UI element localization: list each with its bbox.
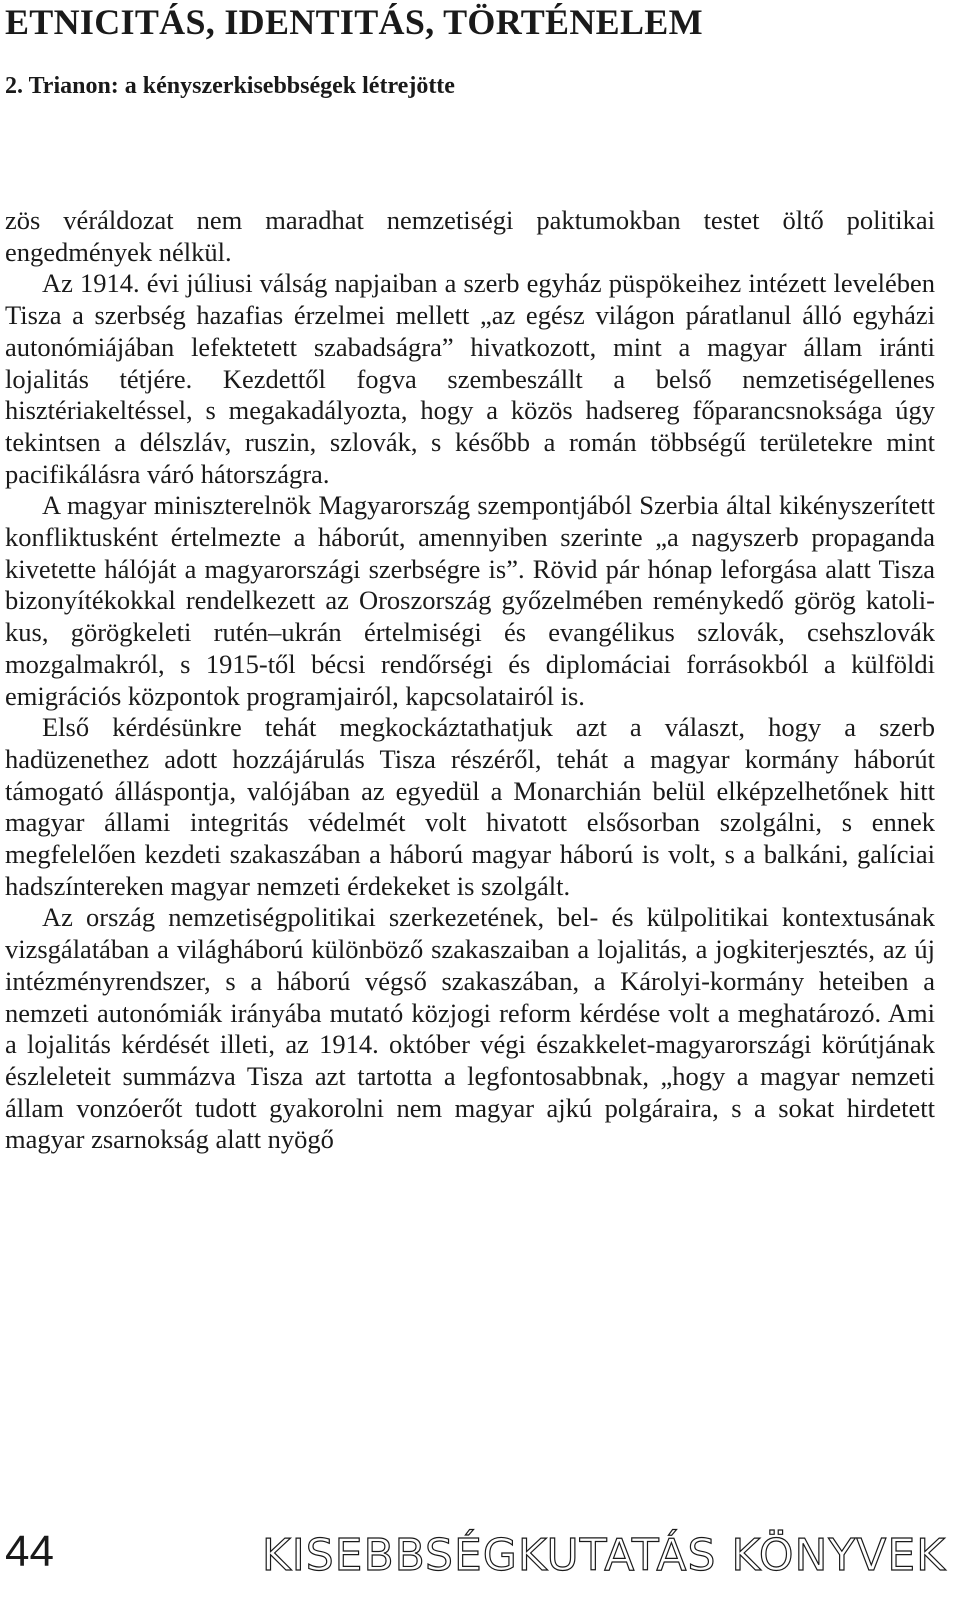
- running-header-title: ETNICITÁS, IDENTITÁS, TÖRTÉNELEM: [5, 2, 703, 42]
- paragraph-continued: zös véráldozat nem maradhat nemzetiségi paktumokban testet öltő politikai engedmények nélkül.: [5, 205, 935, 267]
- series-brand-footer: KISEBBSÉGKUTATÁS KÖNYVEK: [261, 1530, 946, 1581]
- paragraph: Az 1914. évi júliusi válság napjaiban a szerb egyház püspökeihez intézett levelében Tisza a szerbség hazafias érzelmei mellett „az egész világon páratlanul álló egyházi autonómiájában lefektetett szabadságra” hivatkozott, mint a magyar állam iránti lojalitás tétjére. Kezdettől fogva szembeszállt a belső nemzetiségellenes hisztériakeltéssel, s megakadályozta, hogy a közös hadsereg főparancsnoksága úgy tekintsen a délszláv, ruszin, szlovák, s később a román többségű területekre mint pacifikálásra váró hátországra.: [5, 268, 935, 489]
- main-text: [5, 205, 935, 1156]
- running-header-subtitle: 2. Trianon: a kényszerkisebbségek létrejötte: [5, 73, 455, 99]
- paragraph: Első kérdésünkre tehát megkockáztathatjuk azt a választ, hogy a szerb hadüzenethez adott hozzájárulás Tisza részéről, tehát a magyar kormány háborút támogató álláspontja, valójában az egyedül a Monarchián belül elképzelhetőnek hitt magyar állami integritás védelmét volt hivatott elsősorban szolgálni, s ennek megfelelően kezdeti szakaszában a háború magyar háború is volt, s a balkáni, galíciai hadszíntereken magyar nemzeti érdekeket is szolgált.: [5, 712, 935, 901]
- paragraph: Az ország nemzetiségpolitikai szerkezetének, bel- és külpolitikai kontextusának vizsgálatában a világháború különböző szakaszaiban a lojalitás, a jogkiterjesztés, az új intézményrendszer, s a háború végső szakaszában, a Károlyi-kormány heteiben a nemzeti autonómiák irányába mutató közjogi reform kérdése volt a meghatározó. Ami a lojalitás kérdését illeti, az 1914. október végi északkelet-magyarországi körútjának észleleteit summázva Tisza azt tartotta a legfontosabbnak, „hogy a magyar nemzeti állam vonzóerőt tudott gyakorolni nem magyar ajkú polgáraira, s a sokat hirdetett magyar zsarnokság alatt nyögő: [5, 902, 935, 1155]
- page-number: 44: [5, 1527, 54, 1576]
- paragraph: A magyar miniszterelnök Magyarország szempontjából Szerbia által kikényszerített konfliktusként értelmezte a háborút, amennyiben szerinte „a nagyszerb propaganda kivetette hálóját a magyarországi szerbségre is”. Rövid pár hónap leforgása alatt Tisza bizonyítékokkal rendelkezett az Oroszország győzelmében reménykedő görög katolikus, görögkeleti rutén–ukrán értelmiségi és evangélikus szlovák, csehszlovák mozgalmakról, s 1915-től bécsi rendőrségi és diplomáciai forrásokból a külföldi emigrációs központok programjairól, kapcsolatairól is.: [5, 490, 935, 711]
